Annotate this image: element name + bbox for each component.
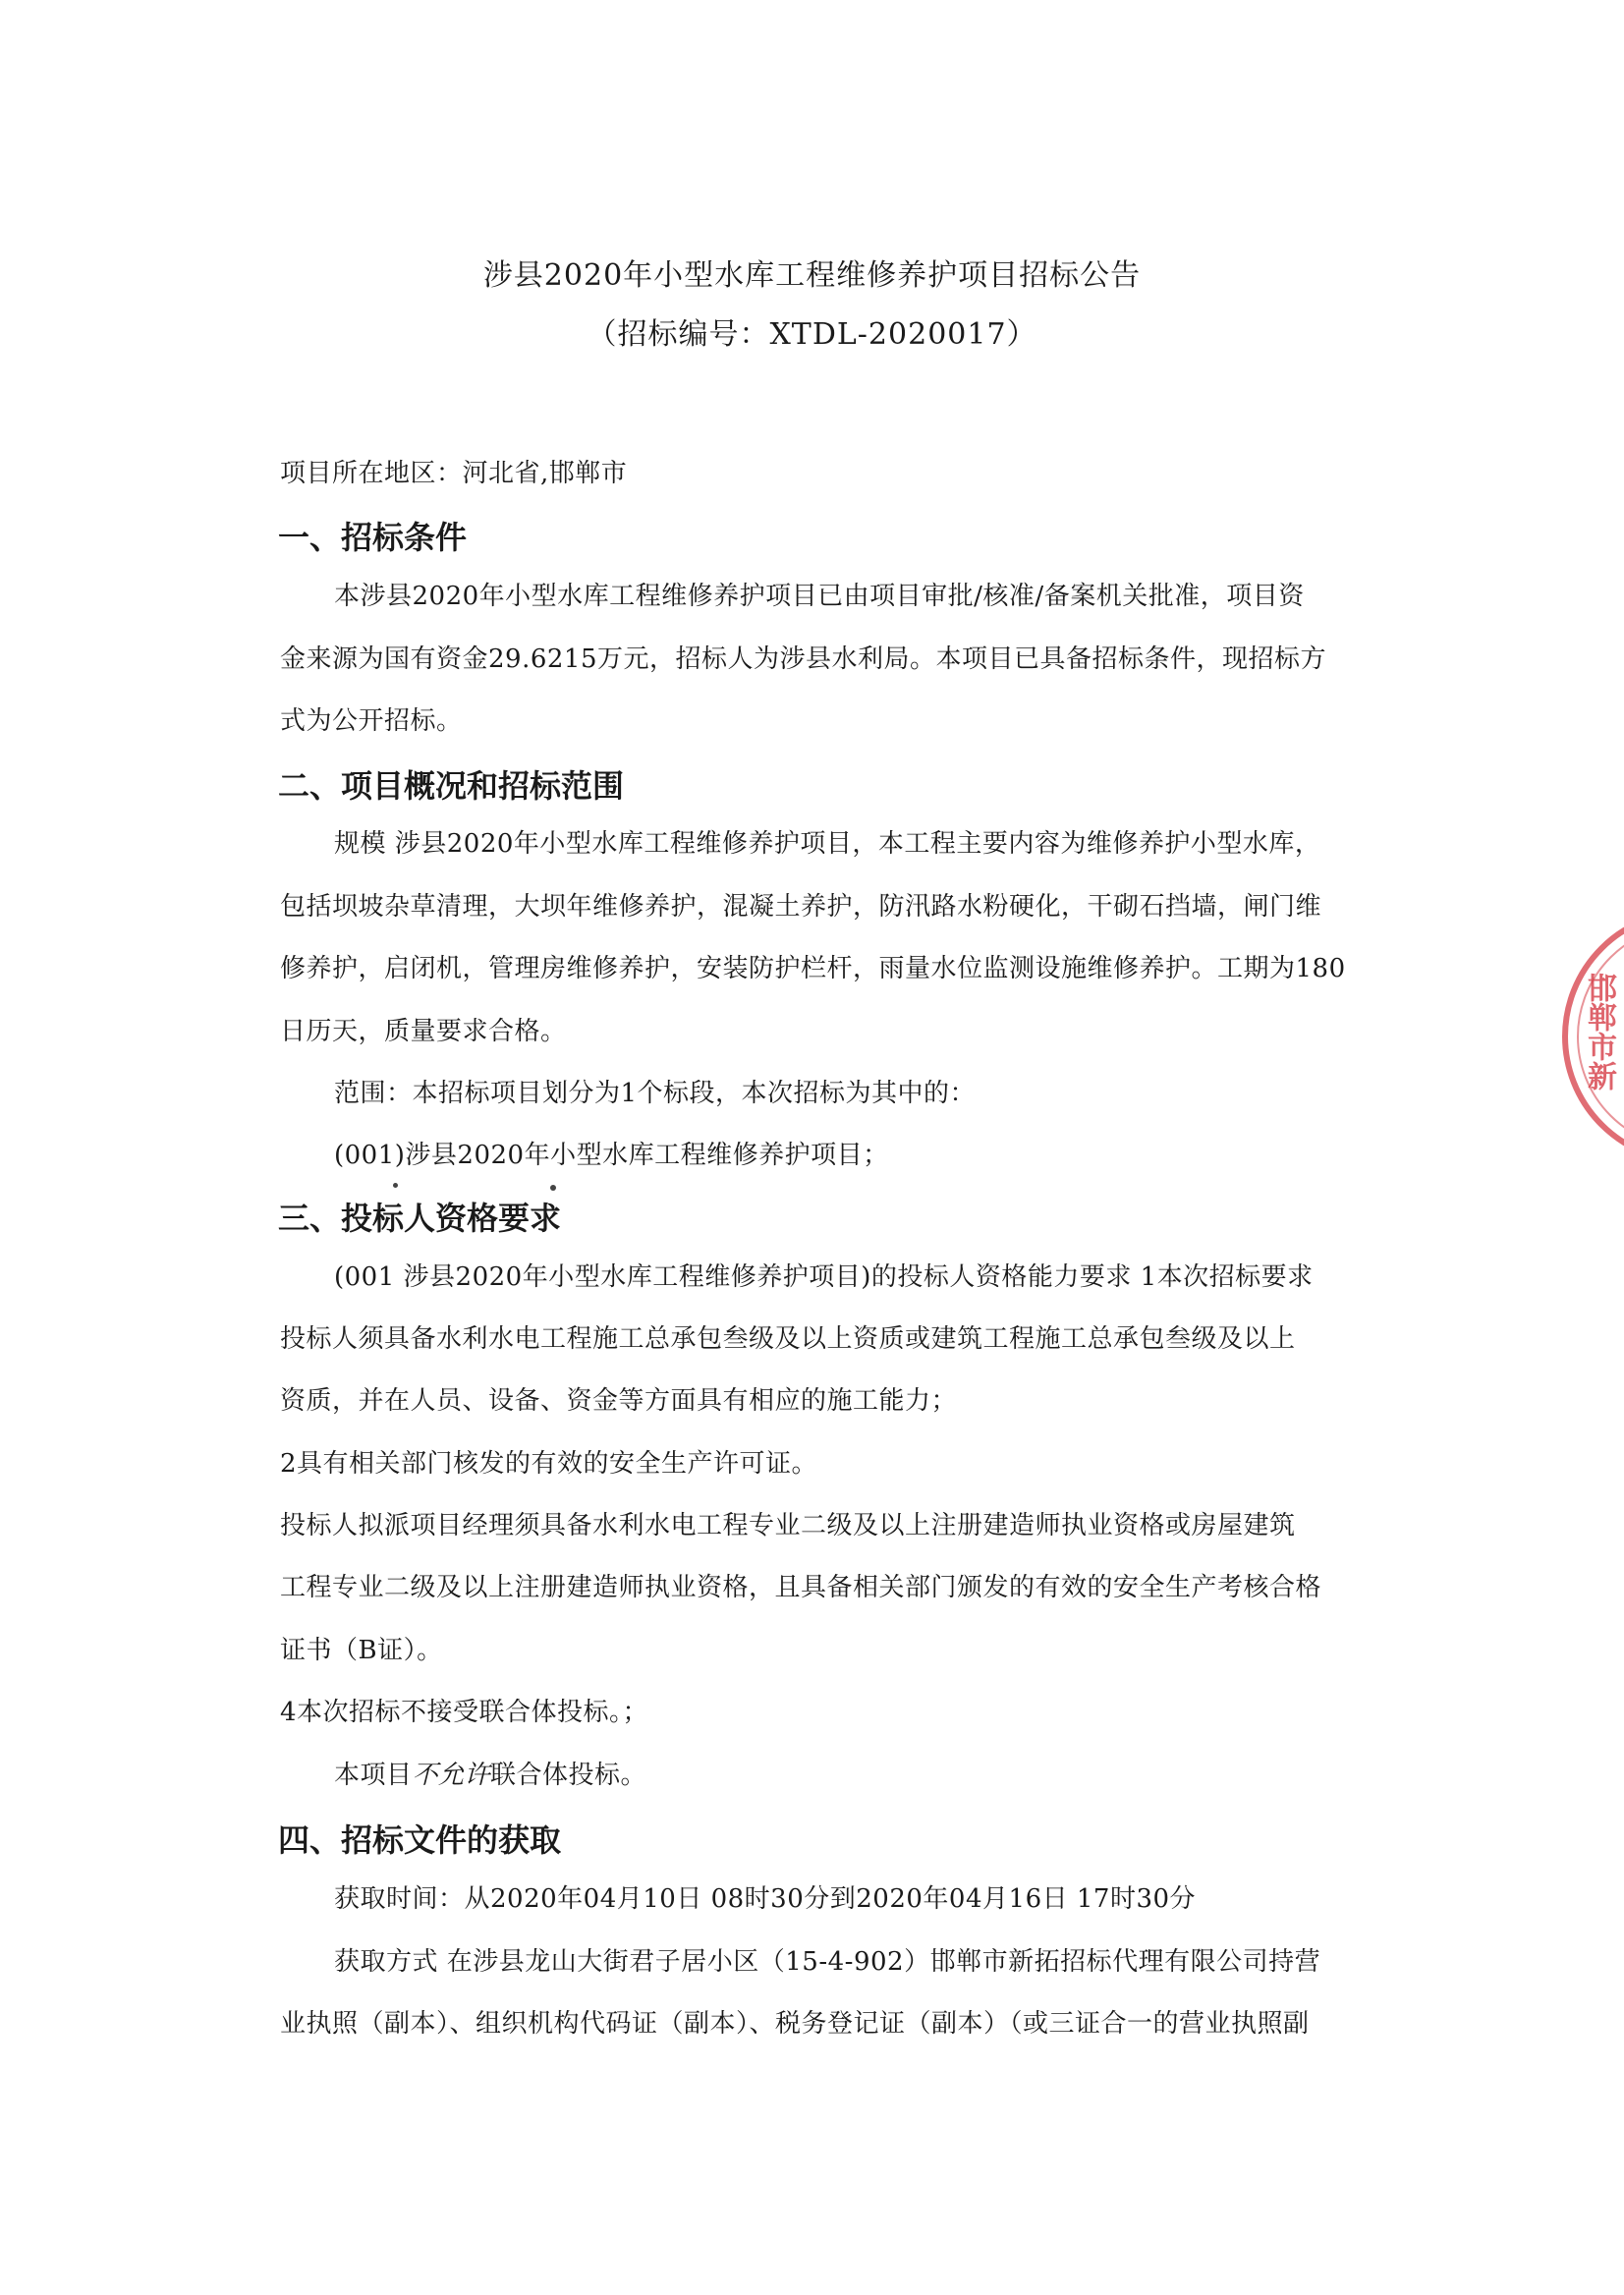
paragraph-line: 获取时间：从2020年04月10日 08时30分到2020年04月16日 17时30分 — [334, 1884, 1197, 1914]
section-heading-3: 三、投标人资格要求 — [278, 1200, 562, 1237]
document-title: 涉县2020年小型水库工程维修养护项目招标公告 — [482, 258, 1142, 293]
paragraph-line: 本涉县2020年小型水库工程维修养护项目已由项目审批/核准/备案机关批准，项目资 — [334, 582, 1305, 611]
paragraph-line: 范围：本招标项目划分为1个标段，本次招标为其中的： — [334, 1079, 977, 1108]
paragraph-line: 包括坝坡杂草清理，大坝年维修养护，混凝土养护，防汛路水粉硬化，干砌石挡墙，闸门维 — [280, 892, 1322, 922]
paragraph-line: (001)涉县2020年小型水库工程维修养护项目； — [334, 1141, 889, 1170]
document-subtitle: （招标编号：XTDL-2020017） — [587, 317, 1037, 352]
official-seal-text: 邯郸市新 — [1582, 973, 1616, 1091]
paragraph-line: 投标人须具备水利水电工程施工总承包叁级及以上资质或建筑工程施工总承包叁级及以上 — [280, 1324, 1296, 1354]
paragraph-line: 工程专业二级及以上注册建造师执业资格，且具备相关部门颁发的有效的安全生产考核合格 — [280, 1573, 1322, 1602]
section-heading-1: 一、招标条件 — [278, 519, 468, 556]
paragraph-line: 资质，并在人员、设备、资金等方面具有相应的施工能力； — [280, 1386, 958, 1416]
project-region: 项目所在地区：河北省,邯郸市 — [280, 459, 628, 488]
paragraph-line: 2具有相关部门核发的有效的安全生产许可证。 — [280, 1449, 818, 1479]
paragraph-line: 投标人拟派项目经理须具备水利水电工程专业二级及以上注册建造师执业资格或房屋建筑 — [280, 1511, 1296, 1540]
paragraph-line: 金来源为国有资金29.6215万元，招标人为涉县水利局。本项目已具备招标条件，现招标方 — [280, 644, 1327, 674]
joint-bid-prefix: 本项目 — [334, 1761, 413, 1790]
joint-bid-italic: 不允许 — [412, 1761, 491, 1790]
joint-bid-line — [334, 1759, 1415, 1792]
paragraph-line: (001 涉县2020年小型水库工程维修养护项目)的投标人资格能力要求 1本次招标要求 — [334, 1262, 1314, 1292]
scan-speck — [550, 1185, 556, 1191]
paragraph-line: 证书（B证）。 — [280, 1636, 443, 1665]
paragraph-line: 获取方式 在涉县龙山大街君子居小区（15-4-902）邯郸市新拓招标代理有限公司持营 — [334, 1947, 1321, 1977]
section-heading-2: 二、项目概况和招标范围 — [278, 767, 625, 805]
paragraph-line: 业执照（副本）、组织机构代码证（副本）、税务登记证（副本）（或三证合一的营业执照副 — [280, 2009, 1310, 2039]
paragraph-line: 式为公开招标。 — [280, 706, 463, 736]
joint-bid-suffix: 联合体投标。 — [490, 1761, 647, 1790]
paragraph-line: 修养护，启闭机，管理房维修养护，安装防护栏杆，雨量水位监测设施维修养护。工期为180 — [280, 954, 1346, 983]
paragraph-line: 日历天，质量要求合格。 — [280, 1017, 567, 1046]
paragraph-line: 4本次招标不接受联合体投标。； — [280, 1698, 649, 1727]
scan-speck — [393, 1183, 398, 1188]
section-heading-4: 四、招标文件的获取 — [278, 1821, 562, 1859]
paragraph-line: 规模 涉县2020年小型水库工程维修养护项目，本工程主要内容为维修养护小型水库， — [334, 829, 1321, 859]
